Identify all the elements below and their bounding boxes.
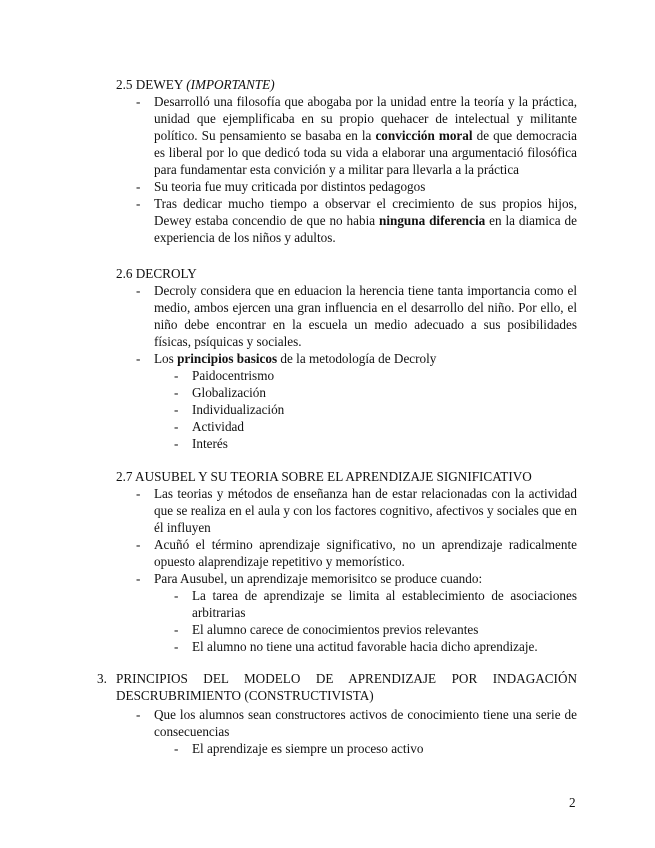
bullet-item: - Las teorias y métodos de enseñanza han de estar relacionadas con la actividad que se realiza en el aula y con los factores cognitivo, afectivos y sociales que en él influyen [136,486,577,535]
bullet-dash: - [174,622,179,637]
bullet-dash: - [174,741,179,756]
sub-bullet-item: - Actividad [174,419,245,434]
bullet-item: - Los principios basicos de la metodología de Decroly [136,351,437,366]
page-number: 2 [569,795,576,810]
sub-bullet-item: - El alumno carece de conocimientos previos relevantes [174,622,479,637]
bullet-dash: - [136,537,141,552]
bullet-dash: - [174,436,179,451]
bullet-item: - Desarrolló una filosofía que abogaba por la unidad entre la teoría y la práctica, unidad que ejemplificaba en su propio quehacer de intelectual y militante político. Su pensamiento se basaba en la convicción moral de que democracia es liberal por lo que dedicó toda su vida a elaborar una argumentació filosófica para fundamentar esta convición y a militar para llevarla a la práctica [136,94,577,177]
bullet-item: - Acuñó el término aprendizaje significativo, no un aprendizaje radicalmente opuesto alaprendizaje repetitivo y memorístico. [136,537,577,569]
bullet-item: - Su teoria fue muy criticada por distintos pedagogos [136,179,426,194]
sub-bullet-item: - El aprendizaje es siempre un proceso activo [174,741,424,756]
section-heading: 2.5 DEWEY (IMPORTANTE) [116,77,275,92]
sub-bullet-item: - La tarea de aprendizaje se limita al establecimiento de asociaciones arbitrarias [174,588,577,620]
bullet-dash: - [174,402,179,417]
sub-bullet-item: - El alumno no tiene una actitud favorable hacia dicho aprendizaje. [174,639,538,654]
sub-bullet-item: - Paidocentrismo [174,368,275,383]
bullet-dash: - [174,385,179,400]
bullet-dash: - [136,486,141,501]
bullet-dash: - [136,707,141,722]
section-principios [116,706,577,757]
section-heading-principios: PRINCIPIOS DEL MODELO DE APRENDIZAJE POR INDAGACIÓN DESCRUBRIMIENTO (CONSTRUCTIVISTA) [116,671,577,703]
bullet-item: - Decroly considera que en eduacion la herencia tiene tanta importancia como el medio, ambos ejercen una gran influencia en el desarrollo del niño. Por ello, el niño debe encontrar en la escuela un medio adecuado a sus posibilidades físicas, psíquicas y sociales. [136,283,577,349]
section-heading: 2.7 AUSUBEL Y SU TEORIA SOBRE EL APRENDIZAJE SIGNIFICATIVO [116,469,532,484]
bullet-dash: - [174,368,179,383]
section-ausubel [116,468,577,655]
bullet-item: - Tras dedicar mucho tiempo a observar el crecimiento de sus propios hijos, Dewey estaba concendio de que no habia ninguna diferencia en la diamica de experiencia de los niños y adultos. [136,196,577,245]
bullet-dash: - [136,94,141,109]
bullet-dash: - [136,179,141,194]
bullet-dash: - [174,588,179,603]
section-number: 3. [97,671,107,686]
sub-bullet-item: - Globalización [174,385,266,400]
bullet-item: - Para Ausubel, un aprendizaje memorisitco se produce cuando: [136,571,483,586]
sub-bullet-item: - Interés [174,436,228,451]
bullet-dash: - [136,571,141,586]
bullet-dash: - [136,196,141,211]
section-dewey [116,76,577,246]
bullet-dash: - [174,419,179,434]
bullet-dash: - [136,351,141,366]
bullet-dash: - [136,283,141,298]
section-heading: 2.6 DECROLY [116,266,197,281]
bullet-dash: - [174,639,179,654]
section-decroly [116,265,577,452]
sub-bullet-item: - Individualización [174,402,285,417]
bullet-item: - Que los alumnos sean constructores activos de conocimiento tiene una serie de consecuencias [136,707,577,739]
